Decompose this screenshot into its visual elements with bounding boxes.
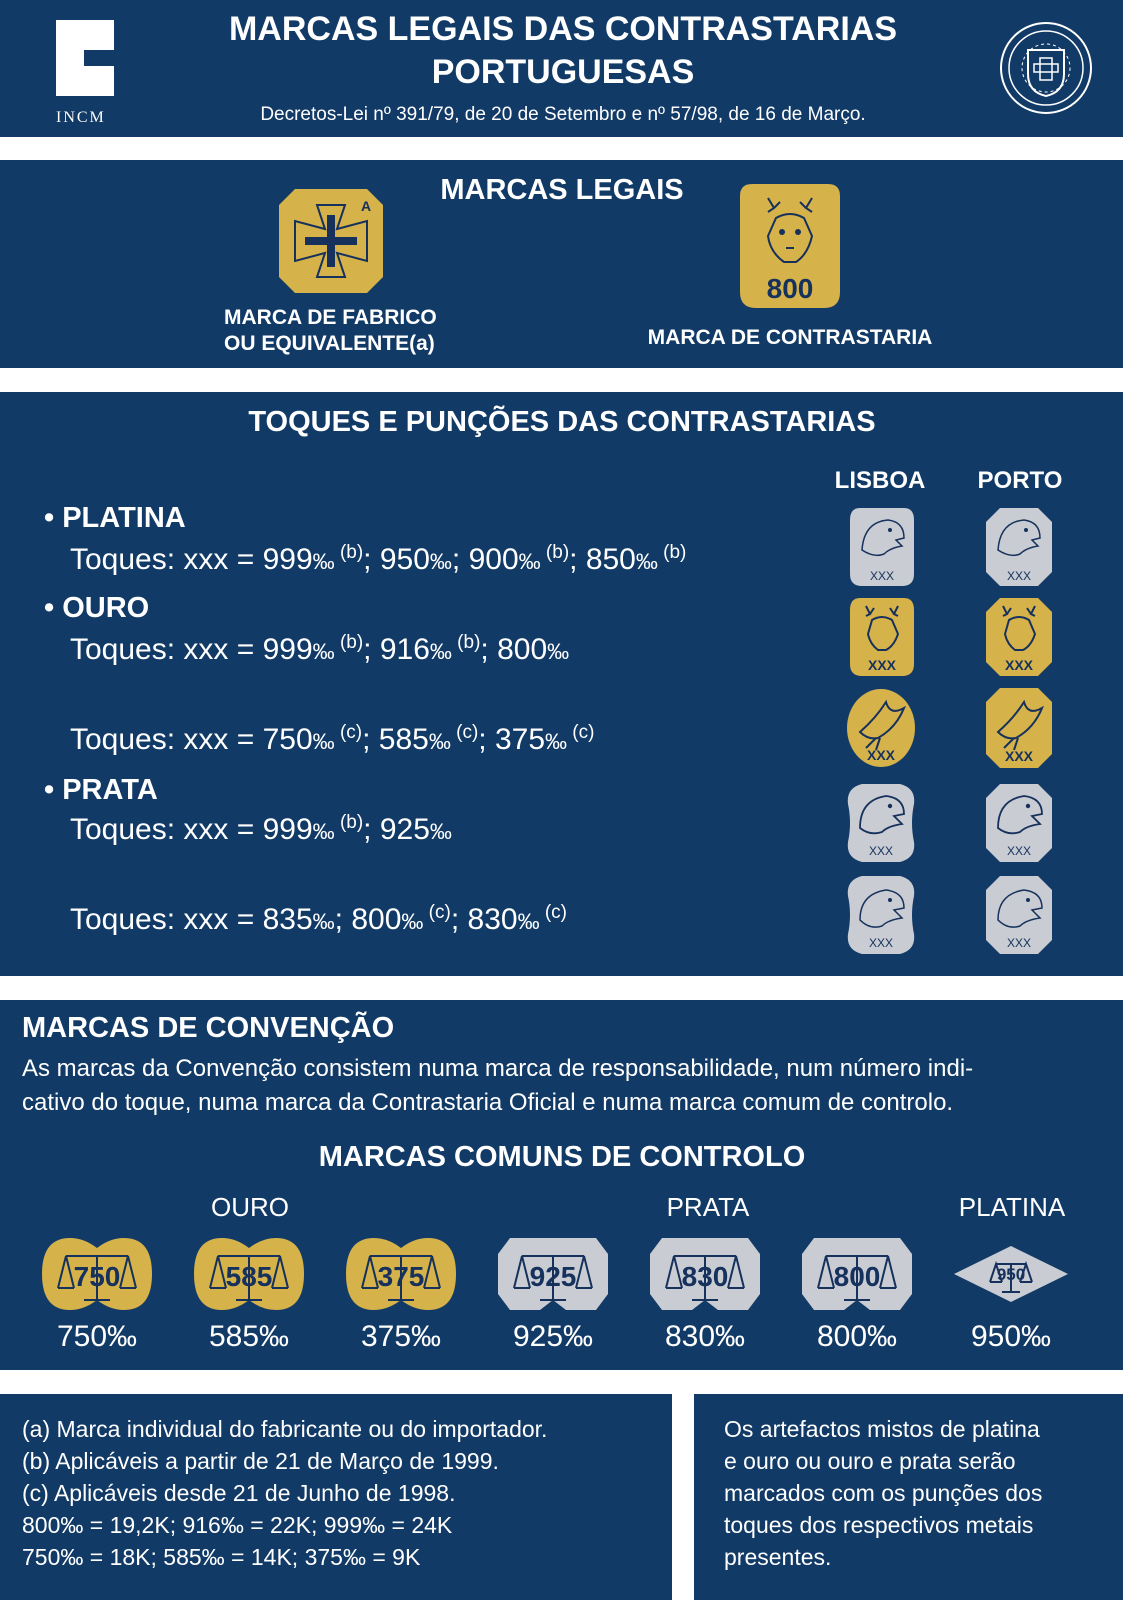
convencao-title: MARCAS DE CONVENÇÃO (22, 1012, 395, 1044)
ccm-mark-830-icon (648, 1236, 762, 1312)
svg-text:925: 925 (529, 1261, 577, 1292)
separator: ; (478, 723, 495, 756)
comuns-title: MARCAS COMUNS DE CONTROLO (318, 1141, 806, 1173)
toque-row (70, 542, 686, 577)
separator: ; (451, 543, 469, 576)
ccm-mark-750-icon (40, 1236, 154, 1312)
permil-unit: ‰ (312, 729, 335, 754)
separator: ; (363, 813, 380, 846)
toque-value: 999 (262, 633, 313, 666)
toque-row (70, 632, 569, 667)
notes-left-panel (0, 1394, 672, 1600)
prata-lisboa-eagle-mark-icon (846, 784, 916, 862)
ccm-label-750: 750‰ (56, 1320, 138, 1353)
column-header-porto: PORTO (977, 467, 1063, 494)
ccm-mark-375-icon (344, 1236, 458, 1312)
heading-ouro: • OURO (44, 592, 150, 624)
prata-2-lisboa-eagle-mark-icon (846, 876, 916, 954)
marcas-legais-title: MARCAS LEGAIS (440, 174, 684, 206)
svg-text:XXX: XXX (1004, 748, 1034, 764)
deer-head-mark-icon (740, 184, 840, 308)
footnote-ref: (c) (450, 722, 479, 743)
toque-value: 916 (379, 633, 430, 666)
ccm-label-375: 375‰ (360, 1320, 442, 1353)
ouro-porto-swallow-mark-icon (986, 688, 1052, 768)
ccm-mark-585-icon (192, 1236, 306, 1312)
separator: ; (363, 633, 380, 666)
toque-value: 375 (494, 723, 546, 756)
heading-ouro-label: OURO (62, 592, 150, 624)
heading-prata-label: PRATA (62, 774, 158, 806)
svg-text:XXX: XXX (868, 936, 894, 950)
svg-text:A: A (361, 198, 372, 214)
ouro-lisboa-deer-mark-icon (850, 598, 914, 676)
contrastaria-label: MARCA DE CONTRASTARIA (647, 326, 933, 349)
separator: ; (480, 633, 498, 666)
svg-text:750: 750 (73, 1261, 121, 1292)
footnote-ref: (c) (423, 902, 451, 923)
permil-unit: ‰ (547, 639, 570, 664)
incm-logo (56, 20, 116, 126)
permil-unit: ‰ (312, 909, 335, 934)
toque-row (70, 812, 452, 847)
platina-porto-eagle-mark-icon (986, 508, 1052, 586)
permil-unit: ‰ (635, 549, 658, 574)
ccm-label-950: 950‰ (970, 1320, 1052, 1353)
toque-prefix: Toques: xxx = (70, 633, 263, 666)
svg-text:XXX: XXX (1006, 844, 1032, 858)
cross-of-christ-mark-icon (279, 189, 383, 293)
footnote-c: (c) Aplicáveis desde 21 de Junho de 1998. (22, 1480, 456, 1506)
toque-value: 850 (585, 543, 636, 576)
ccm-label-830: 830‰ (664, 1320, 746, 1353)
separator: ; (569, 543, 586, 576)
footnote-b: (b) Aplicáveis a partir de 21 de Março de 1999. (22, 1448, 499, 1474)
page-title-line1: MARCAS LEGAIS DAS CONTRASTARIAS (228, 10, 898, 48)
svg-text:XXX: XXX (867, 657, 897, 673)
group-label-platina: PLATINA (958, 1192, 1066, 1222)
logo-text: INCM (56, 109, 106, 126)
page-title-line2: PORTUGUESAS (431, 53, 695, 91)
mixed-articles-note-line4: toques dos respectivos metais (724, 1512, 1034, 1538)
svg-text:XXX: XXX (1004, 657, 1034, 673)
svg-text:800: 800 (833, 1261, 881, 1292)
ccm-label-585: 585‰ (208, 1320, 290, 1353)
karat-equivalence-line2: 750‰ = 18K; 585‰ = 14K; 375‰ = 9K (22, 1544, 421, 1570)
permil-unit: ‰ (518, 549, 541, 574)
permil-unit: ‰ (429, 819, 452, 844)
group-label-ouro: OURO (211, 1192, 289, 1222)
footnote-ref: (b) (540, 542, 570, 563)
prata-2-porto-eagle-mark-icon (986, 876, 1052, 954)
mixed-articles-note-line5: presentes. (724, 1544, 832, 1570)
toque-value: 800 (497, 633, 548, 666)
ccm-mark-950-icon (952, 1244, 1070, 1304)
separator: ; (362, 723, 379, 756)
footnote-ref: (c) (539, 902, 568, 923)
group-label-prata: PRATA (666, 1192, 750, 1222)
footnote-ref: (b) (334, 632, 364, 653)
permil-unit: ‰ (517, 909, 540, 934)
toque-row (70, 722, 594, 757)
permil-unit: ‰ (429, 549, 452, 574)
svg-text:830: 830 (681, 1261, 729, 1292)
coat-of-arms-seal-icon (998, 20, 1094, 116)
toque-value: 925 (379, 813, 430, 846)
toque-prefix: Toques: xxx = (70, 903, 263, 936)
permil-unit: ‰ (312, 639, 335, 664)
footnote-a: (a) Marca individual do fabricante ou do importador. (22, 1416, 548, 1442)
toque-value: 585 (378, 723, 429, 756)
footnote-ref: (c) (334, 722, 363, 743)
toque-prefix: Toques: xxx = (70, 813, 263, 846)
separator: ; (363, 543, 380, 576)
toque-value: 999 (262, 543, 313, 576)
mixed-articles-note-line2: e ouro ou ouro e prata serão (724, 1448, 1016, 1474)
convencao-text-line2: cativo do toque, numa marca da Contrastaria Oficial e numa marca comum de controlo. (22, 1089, 954, 1116)
permil-unit: ‰ (429, 639, 452, 664)
svg-text:800: 800 (766, 273, 814, 304)
toque-value: 950 (379, 543, 430, 576)
permil-unit: ‰ (545, 729, 568, 754)
mixed-articles-note-line1: Os artefactos mistos de platina (724, 1416, 1040, 1442)
permil-unit: ‰ (312, 549, 335, 574)
footnote-ref: (b) (334, 542, 364, 563)
toque-value: 900 (468, 543, 519, 576)
fabrico-label-line1: MARCA DE FABRICO (224, 306, 437, 329)
ccm-label-925: 925‰ (512, 1320, 594, 1353)
svg-text:XXX: XXX (1006, 936, 1032, 950)
toque-prefix: Toques: xxx = (70, 723, 263, 756)
toque-value: 835 (262, 903, 313, 936)
toques-title: TOQUES E PUNÇÕES DAS CONTRASTARIAS (248, 406, 876, 438)
ccm-mark-800-icon (800, 1236, 914, 1312)
mixed-articles-note-line3: marcados com os punções dos (724, 1480, 1043, 1506)
notes-right-panel (694, 1394, 1123, 1600)
toque-value: 750 (262, 723, 313, 756)
svg-text:585: 585 (225, 1261, 273, 1292)
svg-text:375: 375 (377, 1261, 425, 1292)
separator: ; (450, 903, 468, 936)
footnote-ref: (b) (451, 632, 481, 653)
permil-unit: ‰ (401, 909, 424, 934)
prata-porto-eagle-mark-icon (986, 784, 1052, 862)
ouro-lisboa-swallow-mark-icon (846, 688, 916, 768)
header-panel (0, 0, 1123, 137)
convencao-panel (0, 1000, 1123, 1370)
footnote-ref: (b) (334, 812, 364, 833)
heading-prata: • PRATA (44, 774, 158, 806)
ccm-label-800: 800‰ (816, 1320, 898, 1353)
footnote-ref: (c) (567, 722, 595, 743)
convencao-text-line1: As marcas da Convenção consistem numa marca de responsabilidade, num número indi- (22, 1055, 974, 1082)
ouro-porto-deer-mark-icon (986, 598, 1052, 676)
platina-lisboa-eagle-mark-icon (850, 508, 914, 586)
incm-logo-icon (56, 20, 116, 96)
svg-text:XXX: XXX (869, 569, 895, 583)
svg-text:XXX: XXX (866, 747, 896, 763)
toque-value: 800 (351, 903, 402, 936)
toque-value: 830 (467, 903, 518, 936)
ccm-mark-925-icon (496, 1236, 610, 1312)
toques-panel (0, 392, 1123, 976)
permil-unit: ‰ (428, 729, 451, 754)
permil-unit: ‰ (312, 819, 335, 844)
svg-text:XXX: XXX (1006, 569, 1032, 583)
svg-text:XXX: XXX (868, 844, 894, 858)
karat-equivalence-line1: 800‰ = 19,2K; 916‰ = 22K; 999‰ = 24K (22, 1512, 453, 1538)
heading-platina-label: PLATINA (62, 502, 186, 534)
marcas-legais-panel (0, 160, 1123, 368)
fabrico-label-line2: OU EQUIVALENTE(a) (224, 332, 435, 355)
toque-row (70, 902, 567, 937)
svg-text:950: 950 (996, 1265, 1026, 1284)
separator: ; (334, 903, 352, 936)
column-header-lisboa: LISBOA (834, 467, 926, 494)
footnote-ref: (b) (657, 542, 687, 563)
page-subtitle: Decretos-Lei nº 391/79, de 20 de Setembro e nº 57/98, de 16 de Março. (260, 104, 866, 125)
heading-platina: • PLATINA (44, 502, 186, 534)
toque-prefix: Toques: xxx = (70, 543, 263, 576)
toque-value: 999 (262, 813, 313, 846)
